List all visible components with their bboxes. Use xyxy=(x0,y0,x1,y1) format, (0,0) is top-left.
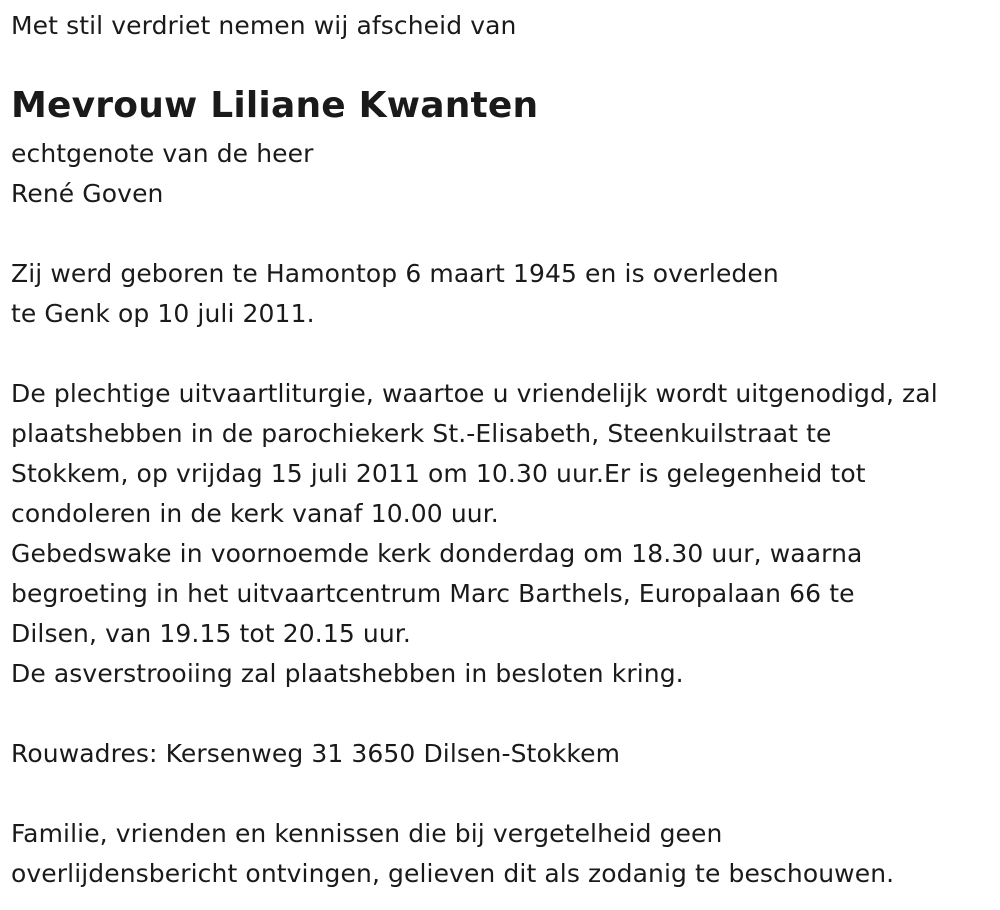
funeral-line: Stokkem, op vrijdag 15 juli 2011 om 10.30 uur.Er is gelegenheid tot xyxy=(11,459,866,488)
funeral-line: plaatshebben in de parochiekerk St.-Elisabeth, Steenkuilstraat te xyxy=(11,419,832,448)
funeral-line: Gebedswake in voornoemde kerk donderdag om 18.30 uur, waarna xyxy=(11,539,863,568)
mourning-address-block xyxy=(11,734,620,774)
birth-death-block xyxy=(11,254,779,334)
spouse-name: René Goven xyxy=(11,179,164,208)
birth-death-line: te Genk op 10 juli 2011. xyxy=(11,299,315,328)
family-note-line: overlijdensbericht ontvingen, gelieven dit als zodanig te beschouwen. xyxy=(11,859,895,888)
deceased-name: Mevrouw Liliane Kwanten xyxy=(11,85,539,126)
funeral-line: Dilsen, van 19.15 tot 20.15 uur. xyxy=(11,619,411,648)
spouse-block xyxy=(11,134,313,214)
family-note-block xyxy=(11,814,894,894)
funeral-details-block xyxy=(11,374,938,694)
funeral-line: condoleren in de kerk vanaf 10.00 uur. xyxy=(11,499,499,528)
funeral-line: begroeting in het uitvaartcentrum Marc Barthels, Europalaan 66 te xyxy=(11,579,855,608)
intro-text: Met stil verdriet nemen wij afscheid van xyxy=(11,11,517,40)
family-note-line: Familie, vrienden en kennissen die bij vergetelheid geen xyxy=(11,819,723,848)
spouse-relation: echtgenote van de heer xyxy=(11,139,314,168)
birth-death-line: Zij werd geboren te Hamontop 6 maart 1945 en is overleden xyxy=(11,259,779,288)
funeral-line: De asverstrooiing zal plaatshebben in besloten kring. xyxy=(11,659,684,688)
funeral-line: De plechtige uitvaartliturgie, waartoe u vriendelijk wordt uitgenodigd, zal xyxy=(11,379,938,408)
mourning-address: Rouwadres: Kersenweg 31 3650 Dilsen-Stokkem xyxy=(11,739,621,768)
